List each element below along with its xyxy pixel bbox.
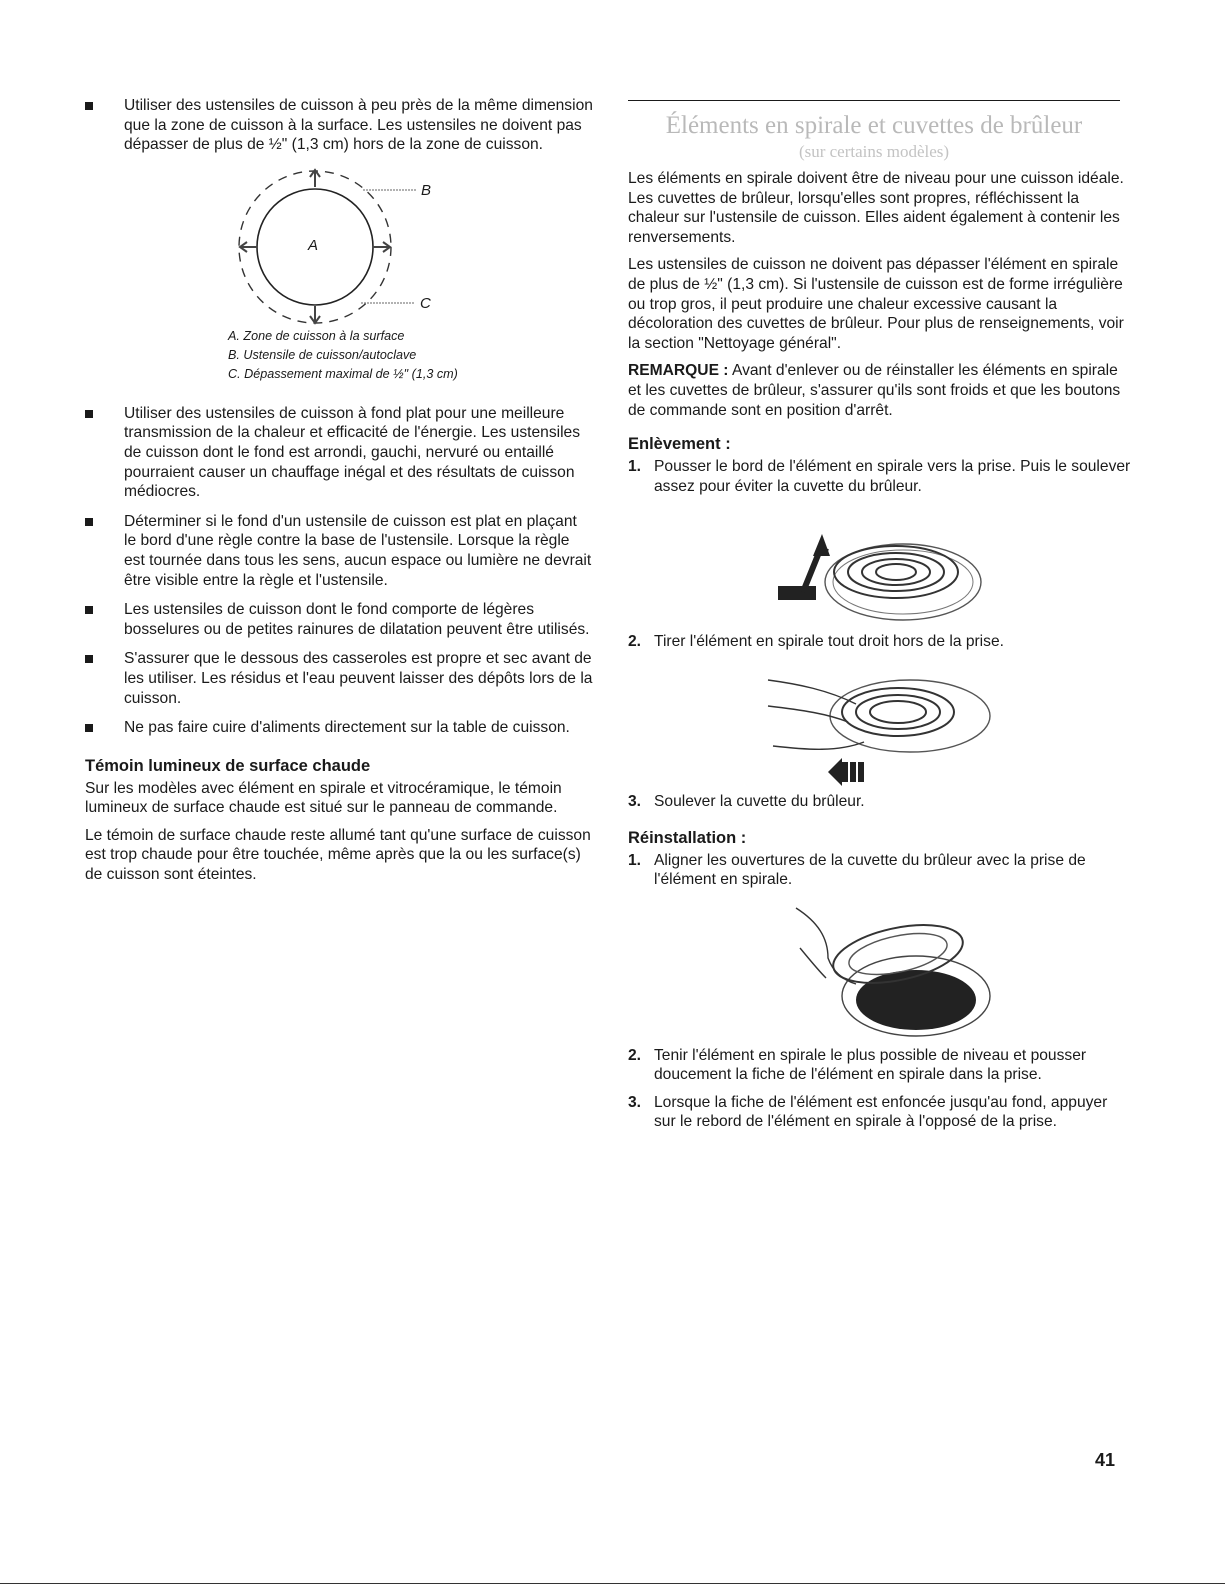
bullet-item: Déterminer si le fond d'un ustensile de cuisson est plat en plaçant le bord d'une règle contre la base de l'ustensile. Lorsque la règle est tournée dans tous les sens, aucun espace ou lumière ne devrait être visible entre la règle et l'ustensile. bbox=[85, 512, 593, 590]
step-text: Soulever la cuvette du brûleur. bbox=[654, 792, 865, 810]
step-item bbox=[628, 1093, 1133, 1132]
step-item bbox=[628, 457, 1133, 496]
caption-a: A. Zone de cuisson à la surface bbox=[228, 328, 405, 343]
lift-element-svg bbox=[628, 504, 1120, 632]
remarque-paragraph bbox=[628, 361, 1133, 420]
step-text: Tirer l'élément en spirale tout droit hors de la prise. bbox=[654, 633, 1004, 651]
section-subtitle: (sur certains modèles) bbox=[798, 142, 950, 161]
step-text: Lorsque la fiche de l'élément est enfoncée jusqu'au fond, appuyer sur le rebord de l'élément en spirale à l'opposé de la prise. bbox=[654, 1093, 1108, 1131]
page-bottom-rule bbox=[0, 1583, 1225, 1584]
temoin-paragraph-1: Sur les modèles avec élément en spirale et vitrocéramique, le témoin lumineux de surface chaude est situé sur le panneau de commande. bbox=[85, 779, 562, 817]
reinstallation-steps-cont bbox=[628, 1046, 1133, 1132]
enlevement-steps-end bbox=[628, 792, 1133, 812]
intro-paragraph: Les éléments en spirale doivent être de niveau pour une cuisson idéale. Les cuvettes de brûleur, lorsqu'elles sont propres, réfléchissent la chaleur sur l'ustensile de cuisson. Elles aident également à contenir les renversements. bbox=[628, 170, 1124, 246]
step-number: 1. bbox=[628, 458, 642, 476]
diagram-caption bbox=[85, 327, 593, 384]
bullet-list-cookware bbox=[85, 404, 593, 738]
left-column bbox=[85, 96, 593, 885]
enlevement-steps-cont bbox=[628, 632, 1133, 652]
bullet-item: Les ustensiles de cuisson dont le fond comporte de légères bosselures ou de petites rainures de dilatation peuvent être utilisés. bbox=[85, 600, 593, 639]
bullet-item: S'assurer que le dessous des casseroles est propre et sec avant de les utiliser. Les résidus et l'eau peuvent laisser des dépôts lors de la cuisson. bbox=[85, 649, 593, 708]
align-drip-pan-illustration bbox=[628, 898, 1120, 1046]
temoin-paragraph-2: Le témoin de surface chaude reste allumé tant qu'une surface de cuisson est trop chaude pour être touchée, même après que la ou les surface(s) de cuisson sont éteintes. bbox=[85, 826, 591, 884]
remarque-text: Avant d'enlever ou de réinstaller les éléments en spirale et les cuvettes de brûleur, s'assurer qu'ils sont froids et que les boutons de commande sont en position d'arrêt. bbox=[628, 362, 1121, 419]
reinstallation-steps bbox=[628, 851, 1133, 890]
step-number: 3. bbox=[628, 792, 642, 810]
bullet-item: Ne pas faire cuire d'aliments directement sur la table de cuisson. bbox=[85, 718, 593, 738]
step-item bbox=[628, 632, 1133, 652]
remarque-label: REMARQUE : bbox=[628, 362, 729, 380]
pull-element-illustration bbox=[628, 660, 1120, 792]
section-title: Éléments en spirale et cuvettes de brûleur bbox=[665, 112, 1083, 139]
lift-element-illustration bbox=[628, 504, 1120, 632]
temoin-heading: Témoin lumineux de surface chaude bbox=[85, 756, 371, 775]
step-text: Tenir l'élément en spirale le plus possible de niveau et pousser doucement la fiche de l'élément en spirale dans la prise. bbox=[654, 1046, 1087, 1084]
step-text: Pousser le bord de l'élément en spirale vers la prise. Puis le soulever assez pour éviter la cuvette du brûleur. bbox=[654, 458, 1131, 495]
section-rule bbox=[628, 100, 1120, 101]
enlevement-steps bbox=[628, 457, 1133, 496]
step-number: 3. bbox=[628, 1093, 642, 1111]
caption-b: B. Ustensile de cuisson/autoclave bbox=[228, 347, 417, 362]
step-number: 1. bbox=[628, 851, 642, 869]
right-column bbox=[628, 100, 1133, 1140]
caption-c: C. Dépassement maximal de ½" (1,3 cm) bbox=[228, 366, 458, 381]
page-number: 41 bbox=[1094, 1450, 1115, 1470]
step-number: 2. bbox=[628, 1046, 642, 1064]
reinstallation-heading: Réinstallation : bbox=[628, 828, 747, 847]
label-b: B bbox=[421, 181, 432, 199]
enlevement-heading: Enlèvement : bbox=[628, 435, 731, 454]
label-c: C bbox=[420, 294, 431, 312]
align-drip-pan-svg bbox=[628, 898, 1120, 1046]
cookware-overhang-diagram bbox=[85, 165, 593, 325]
step-item bbox=[628, 1046, 1133, 1085]
step-number: 2. bbox=[628, 633, 642, 651]
bullet-item: Utiliser des ustensiles de cuisson à fond plat pour une meilleure transmission de la chaleur et efficacité de l'énergie. Les ustensiles de cuisson dont le fond est arrondi, gauchi, nervuré ou entaillé pourraient causer un chauffage inégal et des résultats de cuisson médiocres. bbox=[85, 404, 593, 502]
step-item bbox=[628, 851, 1133, 890]
label-a: A bbox=[308, 236, 319, 254]
overhang-paragraph: Les ustensiles de cuisson ne doivent pas dépasser l'élément en spirale de plus de ½" (1,3 cm). Si l'ustensile de cuisson est de forme irrégulière ou trop gros, il peut produire une chaleur excessive causant la décoloration des cuvettes de brûleur. Pour plus de renseignements, voir la section "Nettoyage général". bbox=[628, 256, 1124, 352]
step-item bbox=[628, 792, 1133, 812]
bullet-list-intro bbox=[85, 96, 593, 155]
overhang-diagram-svg bbox=[85, 165, 593, 325]
pull-element-svg bbox=[628, 660, 1120, 792]
step-text: Aligner les ouvertures de la cuvette du brûleur avec la prise de l'élément en spirale. bbox=[654, 851, 1086, 889]
bullet-item: Utiliser des ustensiles de cuisson à peu près de la même dimension que la zone de cuisson à la surface. Les ustensiles ne doivent pas dépasser de plus de ½" (1,3 cm) hors de la zone de cuisson. bbox=[85, 96, 593, 155]
